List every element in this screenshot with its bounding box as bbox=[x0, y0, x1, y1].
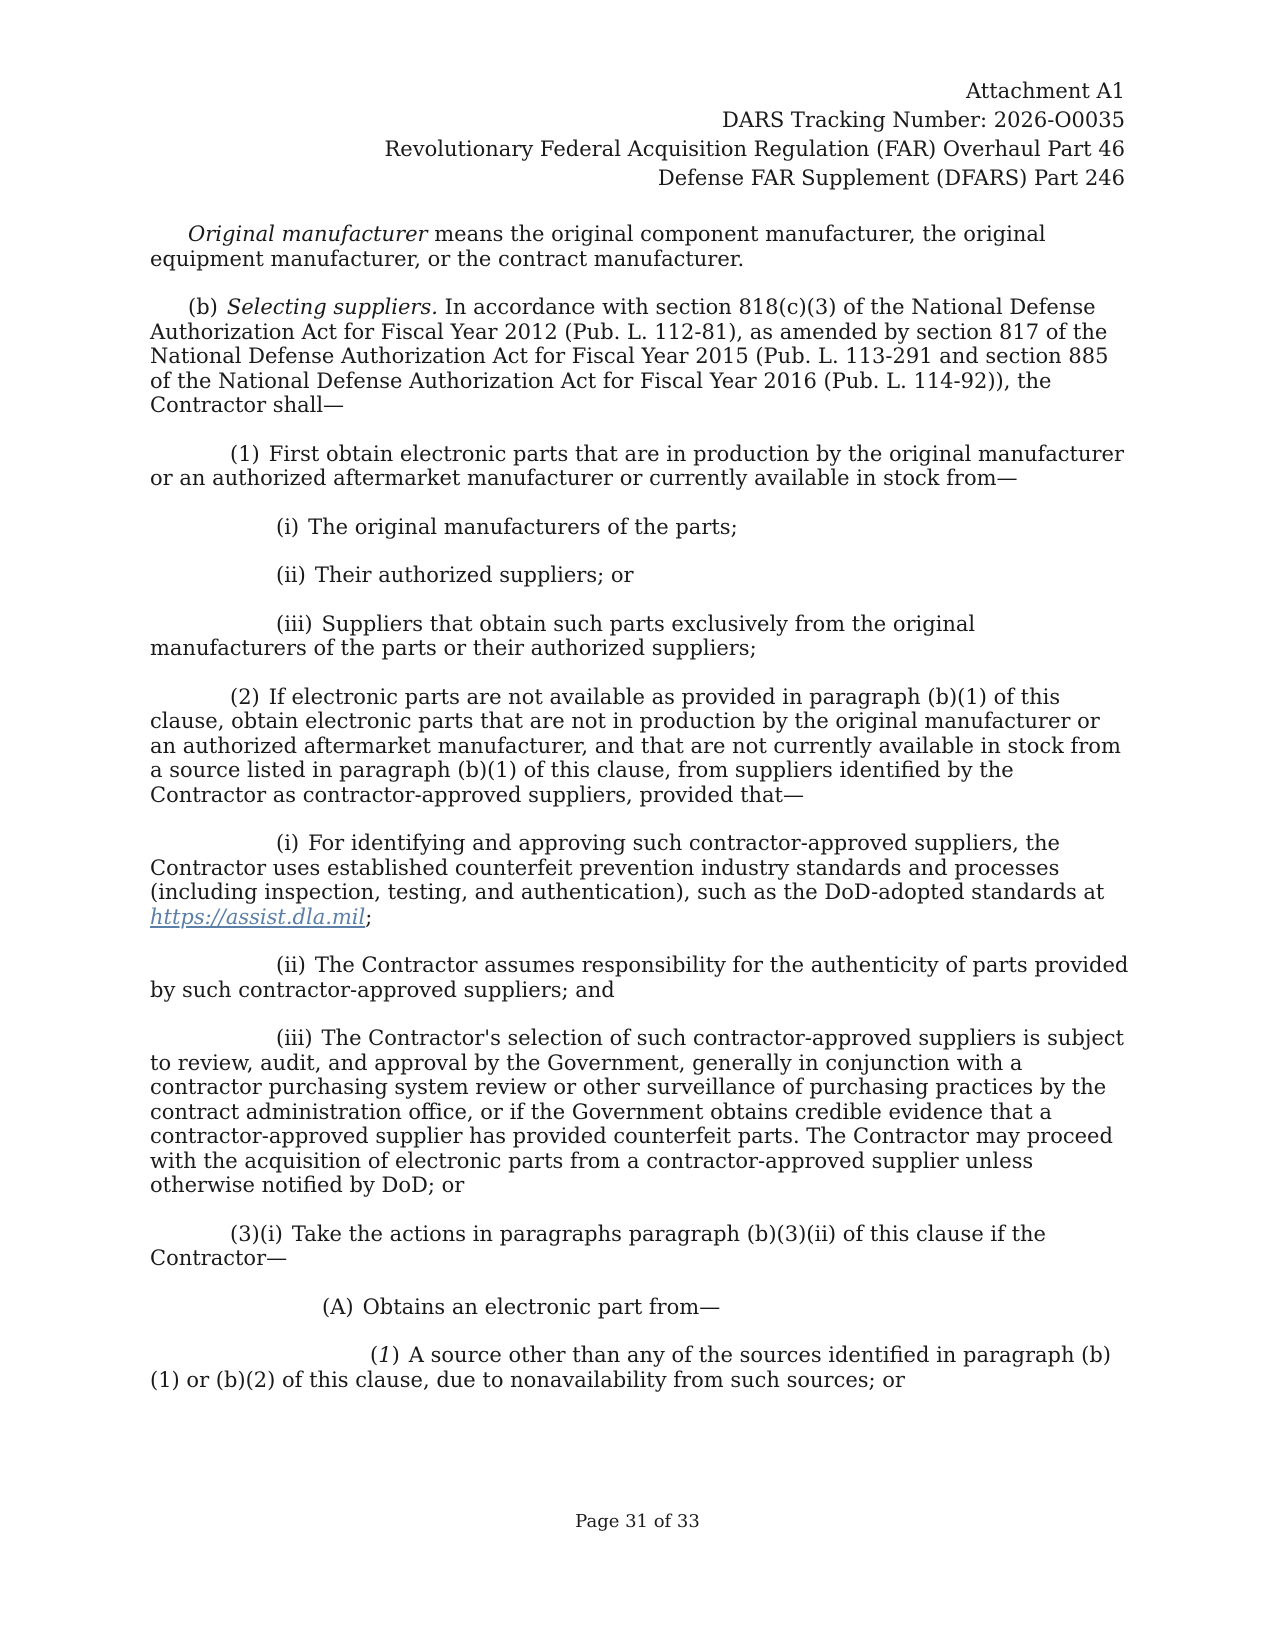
paragraph-title: Selecting suppliers. bbox=[226, 295, 438, 319]
paragraph-b3-i bbox=[150, 1222, 1130, 1271]
paragraph-label bbox=[370, 1343, 400, 1367]
header-attachment: Attachment A1 bbox=[966, 79, 1125, 103]
paragraph-label: (b) bbox=[188, 295, 218, 319]
paragraph-text: The Contractor assumes responsibility for the authenticity of parts provided by such contractor-approved suppliers; and bbox=[150, 953, 1129, 1002]
paragraph-b1-ii bbox=[150, 563, 1130, 588]
paragraph-text: Their authorized suppliers; or bbox=[314, 563, 634, 587]
paragraph-text-end: ; bbox=[365, 904, 373, 929]
paragraph-label: (1) bbox=[230, 441, 260, 466]
paragraph-b1-iii bbox=[150, 612, 1130, 661]
paragraph-text: Take the actions in paragraphs paragraph (b)(3)(ii) of this clause if the Contractor— bbox=[150, 1221, 1046, 1270]
paragraph-b1 bbox=[150, 442, 1130, 491]
definition-original-manufacturer bbox=[150, 222, 1130, 271]
assist-dla-link[interactable]: https://assist.dla.mil bbox=[150, 904, 366, 929]
paragraph-b1-i bbox=[150, 515, 1130, 540]
paragraph-label: (A) bbox=[322, 1294, 354, 1319]
paragraph-text: A source other than any of the sources identified in paragraph (b)(1) or (b)(2) of this clause, due to nonavailability from such sources; or bbox=[150, 1343, 1111, 1392]
definition-text: means the original component manufacturer, the original equipment manufacturer, or the contract manufacturer. bbox=[150, 222, 1046, 271]
paragraph-text: For identifying and approving such contractor-approved suppliers, the Contractor uses established counterfeit prevention industry standards and processes (including inspection, testing, and authentication), such as the DoD-adopted standards at bbox=[150, 831, 1105, 904]
paragraph-label: (2) bbox=[230, 684, 260, 709]
paragraph-text: First obtain electronic parts that are in production by the original manufacturer or an authorized aftermarket manufacturer or currently available in stock from— bbox=[150, 441, 1125, 490]
paragraph-text: Obtains an electronic part from— bbox=[362, 1294, 721, 1319]
header-dfars-part: Defense FAR Supplement (DFARS) Part 246 bbox=[657, 166, 1125, 190]
page-number: Page 31 of 33 bbox=[575, 1511, 700, 1532]
paragraph-b2-iii bbox=[150, 1026, 1130, 1198]
paragraph-label: (iii) bbox=[276, 1026, 313, 1050]
header-far-part: Revolutionary Federal Acquisition Regulation (FAR) Overhaul Part 46 bbox=[384, 137, 1125, 161]
paragraph-text: The original manufacturers of the parts; bbox=[308, 514, 738, 539]
paragraph-b3-i-A bbox=[150, 1295, 1130, 1320]
label-open-paren: ( bbox=[370, 1343, 379, 1367]
paragraph-label: (i) bbox=[276, 514, 300, 539]
page-header bbox=[385, 77, 1126, 193]
paragraph-b2-i bbox=[150, 831, 1130, 929]
paragraph-b bbox=[150, 295, 1130, 418]
paragraph-text: If electronic parts are not available as provided in paragraph (b)(1) of this clause, obtain electronic parts that are not in production by the original manufacturer or an authorized aftermarket manufacturer, and that are not currently available in stock from a source listed in paragraph (b)(1) of this clause, from suppliers identified by the Contractor as contractor-approved suppliers, provided that— bbox=[150, 684, 1121, 807]
clause-body bbox=[150, 222, 1130, 1416]
paragraph-label: (i) bbox=[276, 831, 300, 855]
paragraph-label: (iii) bbox=[276, 611, 313, 636]
paragraph-label: (3)(i) bbox=[230, 1221, 283, 1246]
paragraph-text: In accordance with section 818(c)(3) of the National Defense Authorization Act for Fiscal Year 2012 (Pub. L. 112-81), as amended by section 817 of the National Defense Authorization Act for Fiscal Year 2015 (Pub. L. 113-291 and section 885 of the National Defense Authorization Act for Fiscal Year 2016 (Pub. L. 114-92)), the Contractor shall— bbox=[150, 295, 1109, 417]
paragraph-b2-ii bbox=[150, 953, 1130, 1002]
paragraph-text: The Contractor's selection of such contractor-approved suppliers is subject to review, audit, and approval by the Government, generally in conjunction with a contractor purchasing system review or other surveillance of purchasing practices by the contract administration office, or if the Government obtains credible evidence that a contractor-approved supplier has provided counterfeit parts. The Contractor may proceed with the acquisition of electronic parts from a contractor-approved supplier unless otherwise notified by DoD; or bbox=[150, 1026, 1124, 1197]
label-close-paren: ) bbox=[391, 1343, 400, 1367]
paragraph-text: Suppliers that obtain such parts exclusively from the original manufacturers of the parts or their authorized suppliers; bbox=[150, 611, 976, 660]
header-tracking-number: DARS Tracking Number: 2026-O0035 bbox=[722, 108, 1125, 132]
paragraph-b2 bbox=[150, 685, 1130, 808]
paragraph-b3-i-A-1 bbox=[150, 1343, 1130, 1392]
label-number: 1 bbox=[378, 1343, 392, 1367]
paragraph-label: (ii) bbox=[276, 953, 306, 977]
paragraph-label: (ii) bbox=[276, 563, 306, 587]
defined-term: Original manufacturer bbox=[188, 222, 428, 246]
